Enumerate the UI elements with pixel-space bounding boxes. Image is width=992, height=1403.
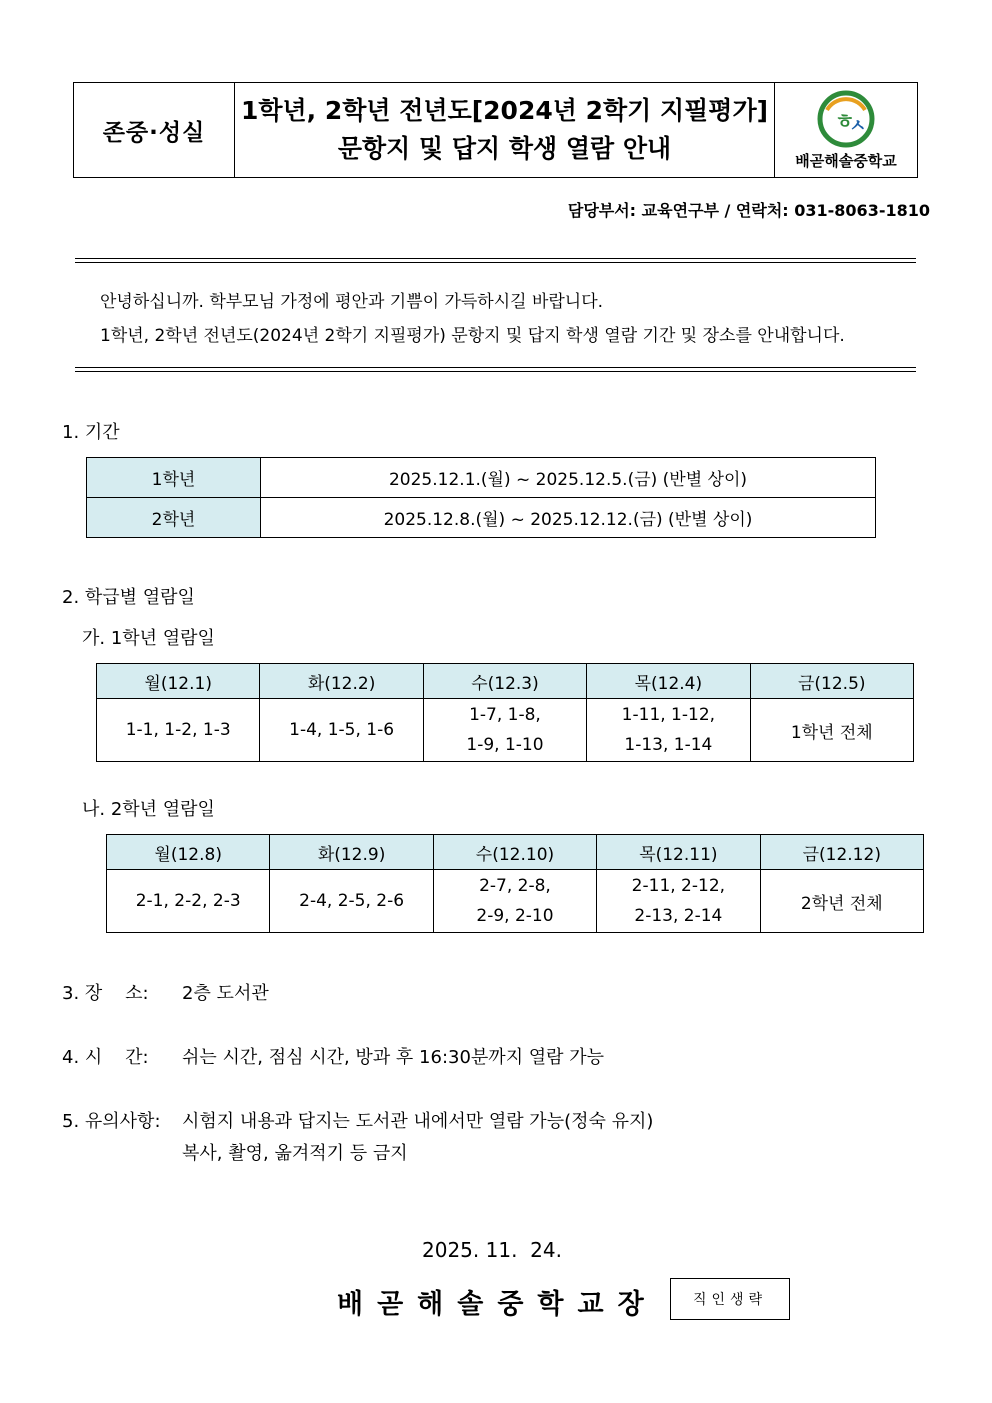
class-cell (97, 699, 260, 762)
grade-cell: 1학년 (87, 458, 261, 498)
class-cell (760, 870, 923, 933)
day-header: 월(12.8) (107, 835, 270, 870)
divider-top (75, 258, 916, 263)
day-header: 금(12.5) (750, 664, 913, 699)
document-header (73, 82, 918, 178)
class-text: 1-1, 1-2, 1-3 (125, 720, 231, 740)
class-text: 1-9, 1-10 (466, 735, 544, 755)
svg-text:ㅅ: ㅅ (849, 115, 867, 137)
greeting-line-1: 안녕하십니까. 학부모님 가정에 평안과 기쁨이 가득하시길 바랍니다. (100, 292, 604, 312)
document-date: 2025. 11. 24. (422, 1238, 562, 1262)
class-cell (587, 699, 750, 762)
table-row (107, 835, 924, 870)
school-logo-name: 배곧해솔중학교 (795, 151, 897, 170)
section-5-line-2: 복사, 촬영, 옮겨적기 등 금지 (182, 1143, 408, 1164)
section-4-label: 4. 시 간: (62, 1047, 149, 1068)
grade2-subheading: 나. 2학년 열람일 (82, 799, 215, 820)
period-cell: 2025.12.8.(월) ~ 2025.12.12.(금) (반별 상이) (261, 498, 876, 538)
class-text: 1-4, 1-5, 1-6 (289, 720, 395, 740)
svg-text:ㅎ: ㅎ (835, 108, 855, 133)
day-header: 화(12.2) (260, 664, 423, 699)
contact-info: 담당부서: 교육연구부 / 연락처: 031-8063-1810 (567, 201, 930, 220)
divider-bottom (75, 367, 916, 372)
table-row (107, 870, 924, 933)
title-line-2: 문항지 및 답지 학생 열람 안내 (337, 134, 672, 163)
class-text: 1-11, 1-12, (621, 705, 716, 725)
class-cell (433, 870, 596, 933)
day-header: 목(12.11) (597, 835, 760, 870)
class-text: 2-4, 2-5, 2-6 (299, 891, 405, 911)
day-header: 수(12.10) (433, 835, 596, 870)
title-line-1: 1학년, 2학년 전년도[2024년 2학기 지필평가] (240, 96, 769, 125)
section-3-value: 2층 도서관 (182, 983, 269, 1004)
day-header: 금(12.12) (760, 835, 923, 870)
day-header: 수(12.3) (423, 664, 586, 699)
class-text: 2학년 전체 (800, 893, 883, 914)
greeting-line-2: 1학년, 2학년 전년도(2024년 2학기 지필평가) 문항지 및 답지 학생 열람 기간 및 장소를 안내합니다. (100, 326, 845, 346)
grade1-subheading: 가. 1학년 열람일 (82, 628, 215, 649)
day-header: 월(12.1) (97, 664, 260, 699)
class-text: 1-13, 1-14 (624, 735, 713, 755)
table-row (97, 664, 914, 699)
class-text: 2-7, 2-8, (479, 876, 551, 896)
school-logo (775, 83, 917, 177)
class-text: 1-7, 1-8, (469, 705, 541, 725)
table-row (87, 498, 876, 538)
table-row (97, 699, 914, 762)
grade-cell: 2학년 (87, 498, 261, 538)
class-cell (597, 870, 760, 933)
class-text: 2-11, 2-12, (631, 876, 726, 896)
table-row (87, 458, 876, 498)
class-text: 2-1, 2-2, 2-3 (135, 891, 241, 911)
document-title (235, 83, 775, 177)
class-cell (750, 699, 913, 762)
class-cell (260, 699, 423, 762)
class-text: 2-13, 2-14 (634, 906, 723, 926)
school-emblem-icon (815, 90, 877, 148)
section-3-label: 3. 장 소: (62, 983, 149, 1004)
section-5-line-1: 시험지 내용과 답지는 도서관 내에서만 열람 가능(정숙 유지) (182, 1111, 654, 1132)
day-header: 목(12.4) (587, 664, 750, 699)
class-cell (270, 870, 433, 933)
section-5-label: 5. 유의사항: (62, 1111, 161, 1132)
period-table (86, 457, 876, 538)
section-2-heading: 2. 학급별 열람일 (62, 587, 195, 608)
class-text: 2-9, 2-10 (476, 906, 554, 926)
seal-omitted-box: 직인생략 (670, 1278, 790, 1320)
class-text: 1학년 전체 (790, 722, 873, 743)
grade2-schedule-table (106, 834, 924, 933)
grade1-schedule-table (96, 663, 914, 762)
section-1-heading: 1. 기간 (62, 422, 120, 443)
day-header: 화(12.9) (270, 835, 433, 870)
class-cell (423, 699, 586, 762)
school-motto: 존중·성실 (74, 83, 235, 177)
class-cell (107, 870, 270, 933)
signer-name: 배곧해솔중학교장 (337, 1289, 658, 1320)
section-4-value: 쉬는 시간, 점심 시간, 방과 후 16:30분까지 열람 가능 (182, 1047, 605, 1068)
period-cell: 2025.12.1.(월) ~ 2025.12.5.(금) (반별 상이) (261, 458, 876, 498)
